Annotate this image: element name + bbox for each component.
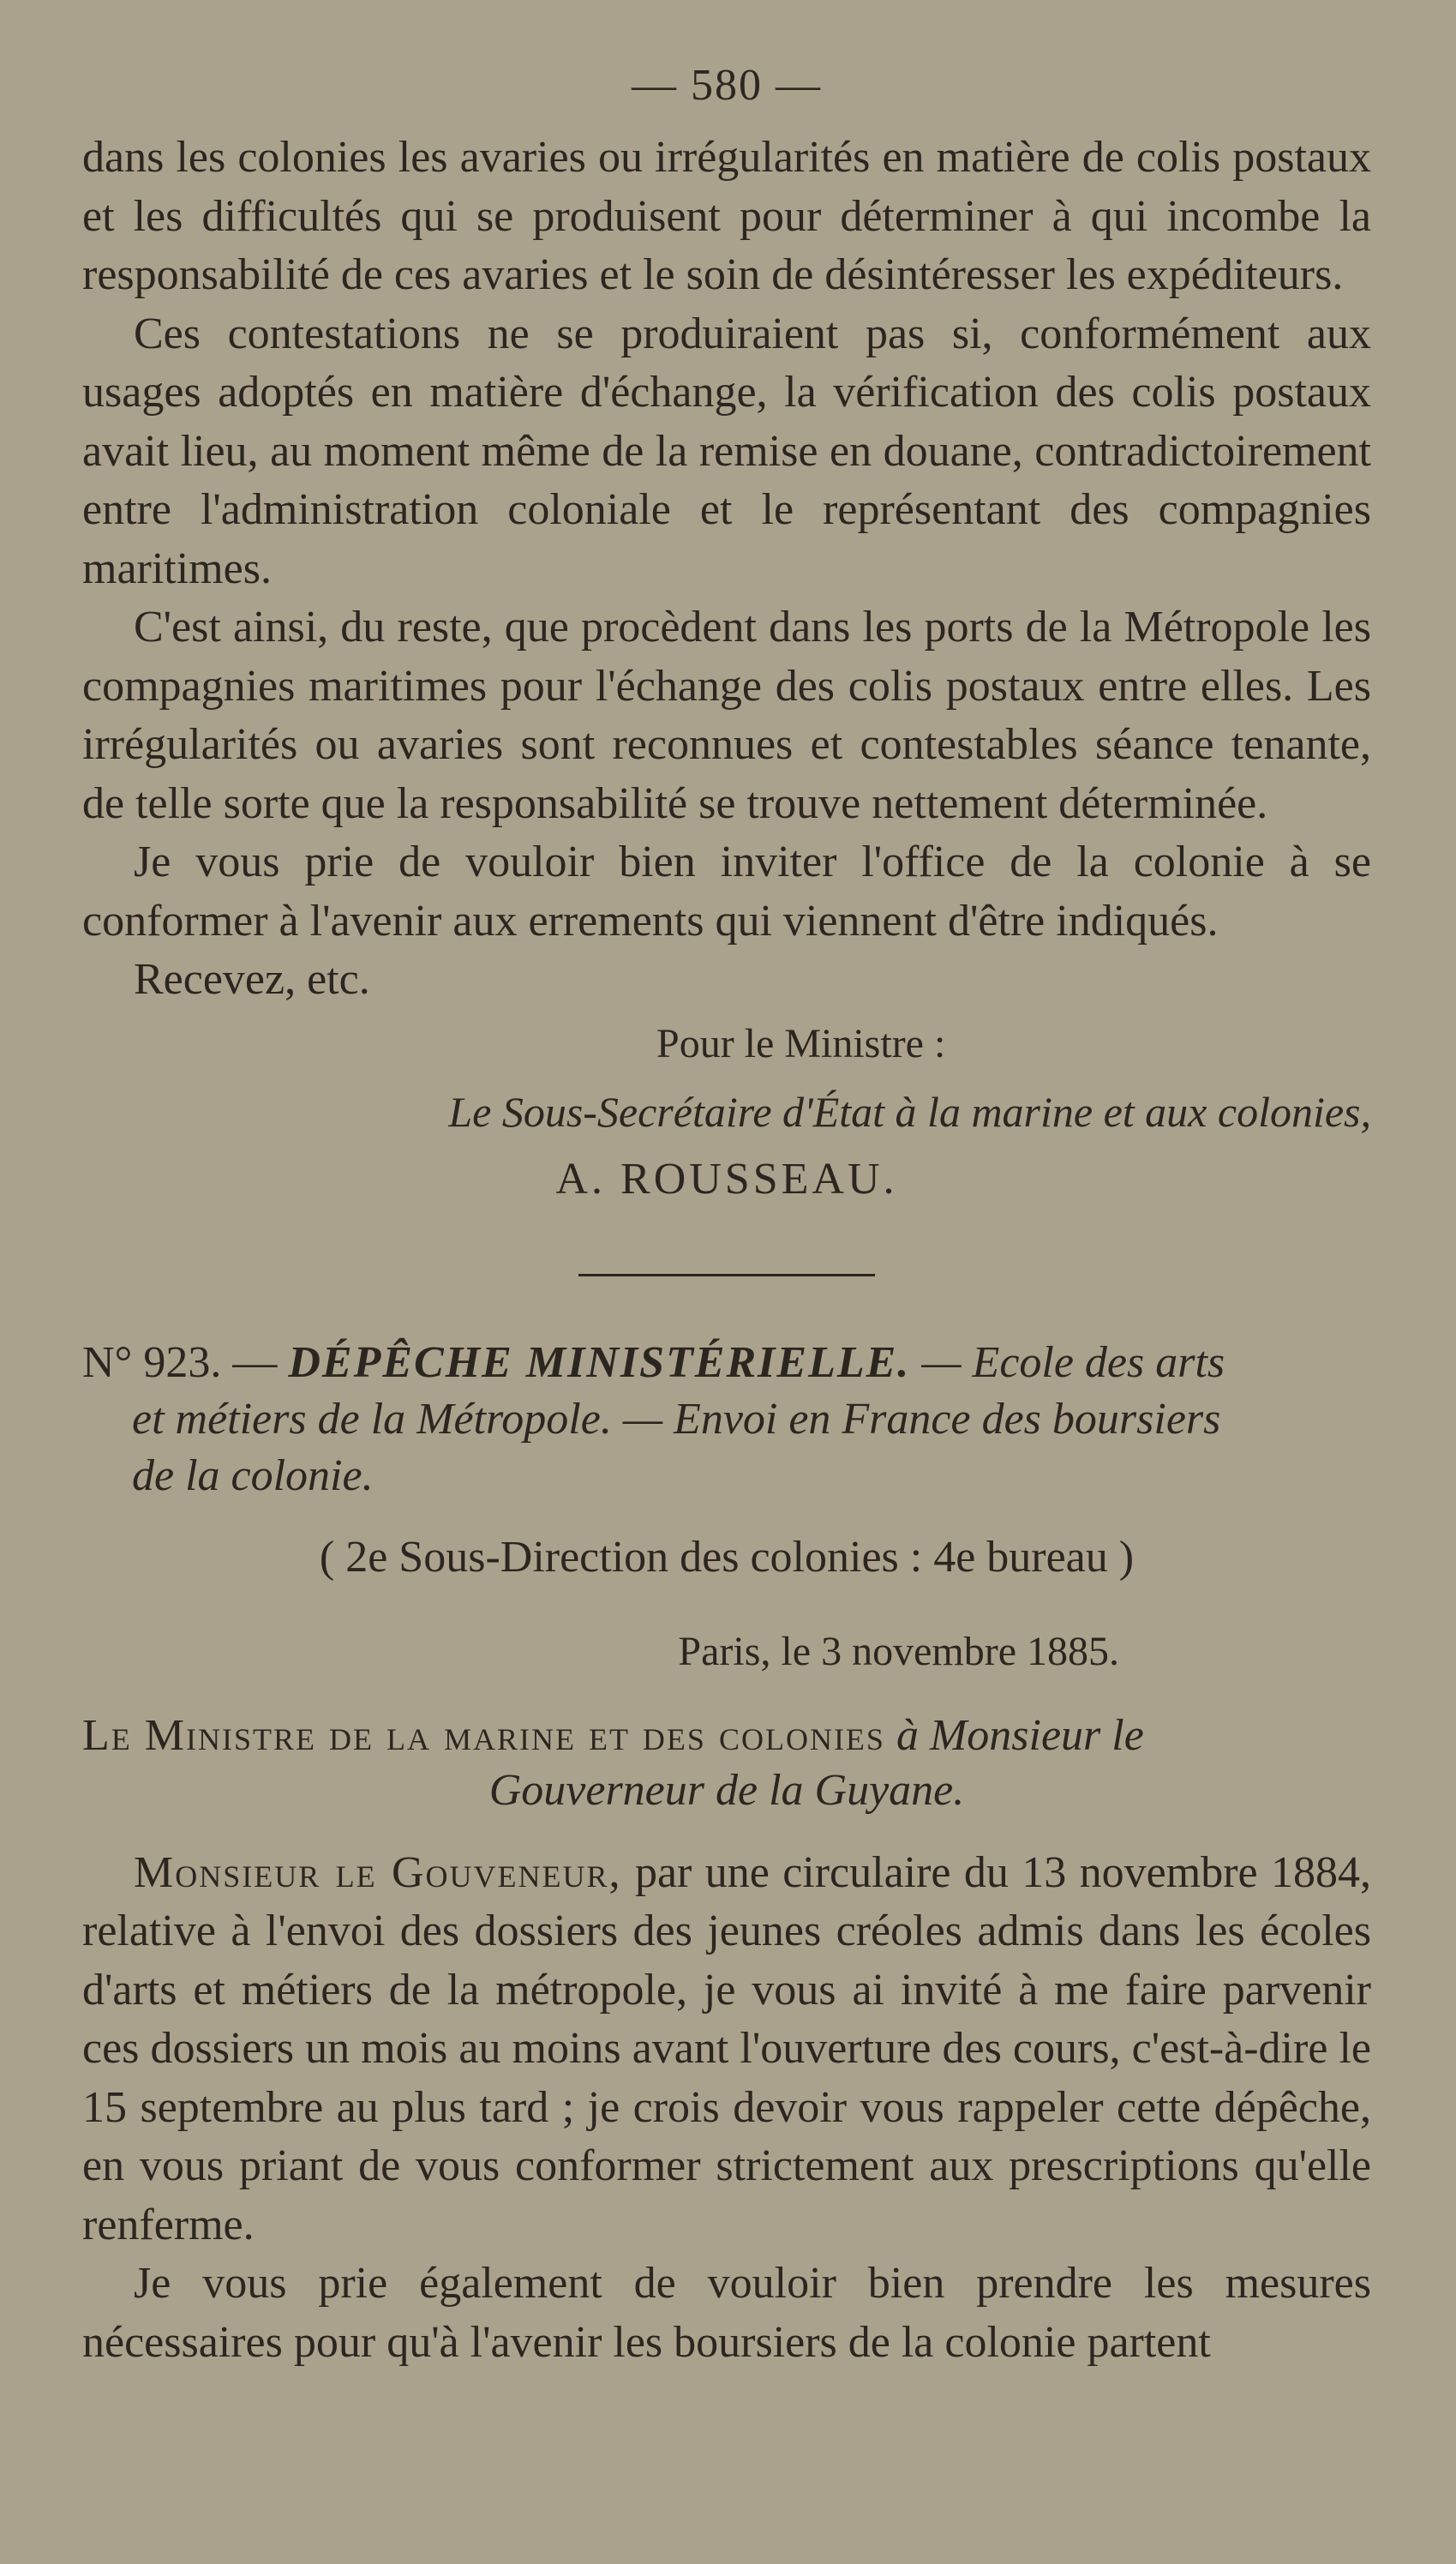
paragraph: C'est ainsi, du reste, que procèdent dans les ports de la Métropole les compagnies maritimes pour l'échange des colis postaux entre elles. Les irrégularités ou avaries sont reconnues et contestables séance tenante, de telle sorte que la responsabilité se trouve nettement déterminée.	[82, 603, 1371, 828]
dispatch-heading	[82, 1335, 1371, 1391]
addressee-to-line: Gouverneur de la Guyane.	[488, 1765, 965, 1815]
signature-intro: Pour le Ministre :	[656, 1020, 946, 1066]
dateline: Paris, le 3 novembre 1885.	[678, 1628, 1119, 1674]
letter-paragraph	[82, 2255, 1371, 2372]
dispatch-subject-line: et métiers de la Métropole. — Envoi en France des boursiers	[132, 1394, 1221, 1444]
signature-title: Le Sous-Secrétaire d'État à la marine et aux colonies,	[448, 1087, 1371, 1136]
addressee	[82, 1708, 1371, 1763]
dispatch-kind: DÉPÊCHE MINISTÉRIELLE.	[288, 1337, 911, 1387]
salutation: Monsieur le Gouveneur,	[134, 1847, 622, 1897]
dispatch-subject-line: de la colonie.	[132, 1450, 374, 1500]
section-divider	[578, 1274, 875, 1276]
page-number: — 580 —	[632, 61, 822, 110]
signature-name: A. ROUSSEAU.	[555, 1154, 898, 1204]
paragraph: Ces contestations ne se produiraient pas si, conformément aux usages adoptés en matière d'échange, la vérification des colis postaux avait lieu, au moment même de la remise en douane, contradictoirement entre l'administration coloniale et le représentant des compagnies maritimes.	[82, 309, 1371, 593]
document-page	[82, 51, 1371, 2372]
dispatch-number: N° 923. —	[82, 1337, 289, 1387]
letter-paragraph	[82, 1844, 1371, 2255]
letter-text: par une circulaire du 13 novembre 1884, relative à l'envoi des dossiers des jeunes créoles admis dans les écoles d'arts et métiers de la métropole, je vous ai invité à me faire parvenir ces dossiers un mois au moins avant l'ouverture des cours, c'est-à-dire le 15 septembre au plus tard ; je crois devoir vous rappeler cette dépêche, en vous priant de vous conformer strictement aux prescriptions qu'elle renferme.	[82, 1847, 1371, 2249]
paragraph: Je vous prie de vouloir bien inviter l'office de la colonie à se conformer à l'avenir aux errements qui viennent d'être indiqués.	[82, 838, 1371, 946]
addressee-to: à Monsieur le	[884, 1710, 1144, 1760]
paragraph: dans les colonies les avaries ou irrégularités en matière de colis postaux et les difficultés qui se produisent pour déterminer à qui incombe la responsabilité de ces avaries et le soin de désintéresser les expéditeurs.	[82, 133, 1371, 299]
closing: Recevez, etc.	[134, 955, 370, 1004]
addressee-from: Le Ministre de la marine et des colonies	[82, 1710, 885, 1760]
dispatch-subject: — Ecole des arts	[910, 1337, 1225, 1387]
letter-text: Je vous prie également de vouloir bien prendre les mesures nécessaires pour qu'à l'avenir les boursiers de la colonie partent	[82, 2259, 1371, 2367]
subdirection: ( 2e Sous-Direction des colonies : 4e bureau )	[319, 1532, 1135, 1582]
